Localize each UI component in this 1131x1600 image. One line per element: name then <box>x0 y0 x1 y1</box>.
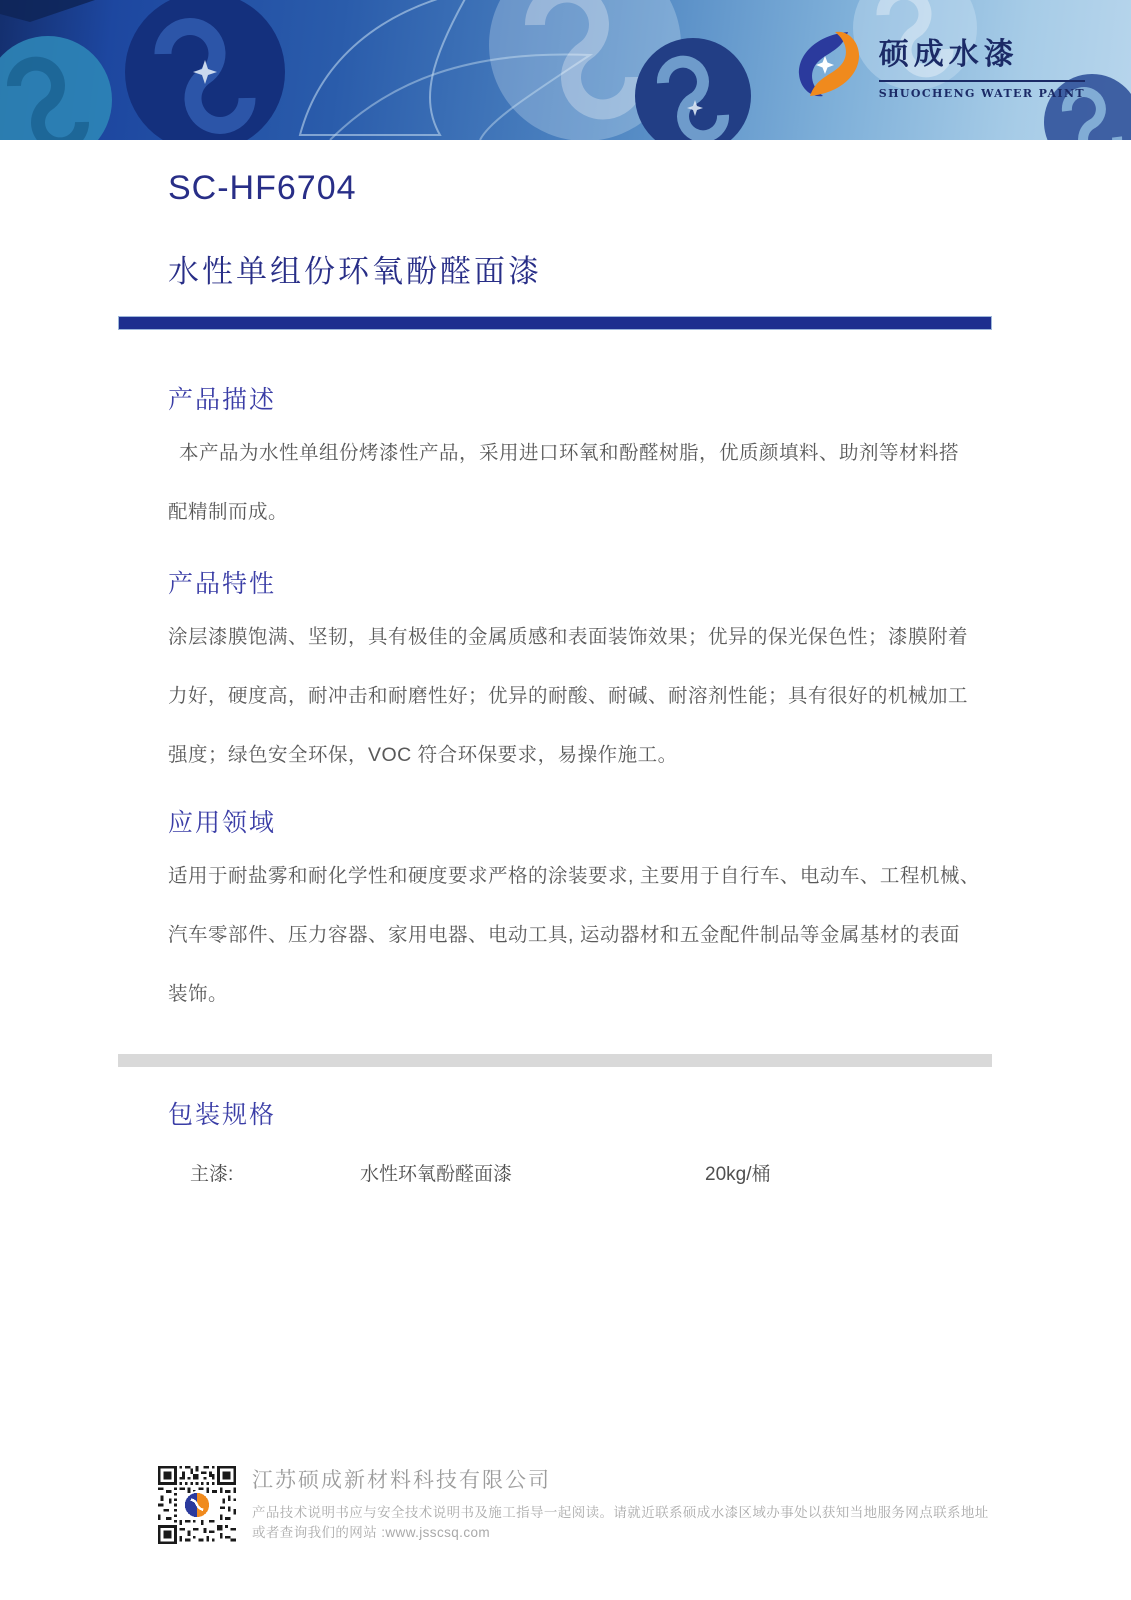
packaging-spec: 20kg/桶 <box>705 1164 771 1185</box>
product-name: 水性单组份环氧酚醛面漆 <box>168 254 542 289</box>
body-text-line: 强度；绿色安全环保，VOC 符合环保要求，易操作施工。 <box>168 744 678 766</box>
product-code: SC-HF6704 <box>168 169 357 207</box>
section-body-application-areas <box>0 847 1131 1024</box>
body-text-line: 配精制而成。 <box>168 501 289 523</box>
packaging-product: 水性环氧酚醛面漆 <box>360 1164 513 1185</box>
header-banner <box>0 0 1131 140</box>
packaging-row <box>190 1163 1131 1187</box>
packaging-label: 主漆: <box>190 1164 234 1185</box>
company-logo <box>793 26 1085 102</box>
section-heading-product-features: 产品特性 <box>168 570 277 598</box>
body-text-line: 本产品为水性单组份烤漆性产品，采用进口环氧和酚醛树脂，优质颜填料、助剂等材料搭 <box>179 442 960 464</box>
section-heading-application-areas: 应用领域 <box>168 809 277 837</box>
footer-text <box>252 1466 989 1544</box>
footer-note <box>252 1503 989 1543</box>
body-text-line: 力好，硬度高，耐冲击和耐磨性好；优异的耐酸、耐碱、耐溶剂性能；具有很好的机械加工 <box>168 685 969 707</box>
qr-code <box>158 1466 236 1544</box>
footer <box>158 1466 989 1544</box>
section-heading-product-description: 产品描述 <box>168 386 277 414</box>
logo-name-en: SHUOCHENG WATER PAINT <box>878 86 1085 100</box>
logo-text <box>879 29 1085 100</box>
body-text-line: 适用于耐盐雾和耐化学性和硬度要求严格的涂装要求, 主要用于自行车、电动车、工程机械、 <box>168 865 980 887</box>
footer-note-line2: 或者查询我们的网站 :www.jsscsq.com <box>252 1525 491 1540</box>
title-divider-bar <box>118 316 992 330</box>
footer-company-name: 江苏硕成新材料科技有限公司 <box>252 1469 551 1492</box>
section-body-product-description <box>0 424 1131 542</box>
body-text-line: 装饰。 <box>168 983 229 1005</box>
body-text-line: 汽车零部件、压力容器、家用电器、电动工具, 运动器材和五金配件制品等金属基材的表面 <box>168 924 960 946</box>
section-heading-packaging: 包装规格 <box>168 1101 277 1129</box>
logo-name-cn: 硕成水漆 <box>879 29 1085 82</box>
shuocheng-swirl-icon <box>793 26 865 102</box>
section-body-product-features <box>0 608 1131 785</box>
footer-note-line1: 产品技术说明书应与安全技术说明书及施工指导一起阅读。请就近联系硕成水漆区域办事处以获知当地服务网点联系地址 <box>252 1505 989 1520</box>
body-text-line: 涂层漆膜饱满、坚韧，具有极佳的金属质感和表面装饰效果；优异的保光保色性；漆膜附着 <box>168 626 969 648</box>
section-divider-bar <box>118 1054 992 1067</box>
